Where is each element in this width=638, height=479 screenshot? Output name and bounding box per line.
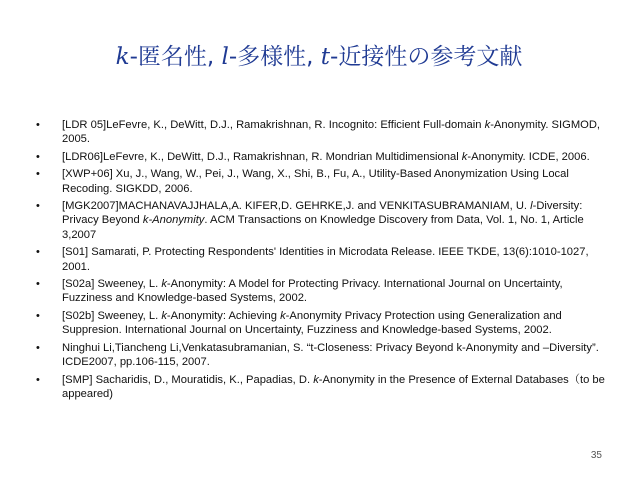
bullet-icon: •: [36, 278, 40, 291]
reference-text: [XWP+06] Xu, J., Wang, W., Pei, J., Wang, X., Shi, B., Fu, A., Utility-Based Anonymization Using Local Recoding. SIGKDD, 2006.: [62, 168, 569, 195]
reference-text: k: [161, 309, 167, 322]
bullet-icon: •: [36, 246, 40, 259]
reference-text: -Anonymity: Achieving: [166, 309, 281, 322]
title-segment: -多様性,: [228, 44, 321, 70]
reference-text: -Anonymity: A Model for Protecting Privacy. International Journal on Uncertainty, Fuzziness and Knowledge-based Systems, 2002.: [62, 278, 563, 305]
reference-text: [MGK2007]MACHANAVAJJHALA,A. KIFER,D. GEHRKE,J. and VENKITASUBRAMANIAM, U.: [62, 200, 531, 213]
reference-text: k: [313, 373, 319, 386]
title-segment: l: [221, 44, 229, 70]
reference-text: Ninghui Li,Tiancheng Li,Venkatasubramanian, S. “t-Closeness: Privacy Beyond k-Anonymity and –Diversity”. ICDE2007, pp.106-115, 2007.: [62, 341, 599, 369]
reference-text: [LDR06]LeFevre, K., DeWitt, D.J., Ramakrishnan, R. Mondrian Multidimensional: [62, 150, 462, 163]
reference-item: [36, 341, 606, 370]
reference-text: k: [484, 119, 491, 131]
reference-text: -Anonymity. ICDE, 2006.: [467, 150, 590, 163]
reference-item: [36, 167, 606, 196]
bullet-icon: •: [36, 309, 40, 322]
reference-text: k-Anonymity: [142, 214, 205, 227]
bullet-icon: •: [36, 119, 40, 131]
reference-text: -Anonymity in the Presence of External Databases（to be appeared): [62, 373, 605, 400]
reference-text: [SMP] Sacharidis, D., Mouratidis, K., Papadias, D.: [62, 373, 314, 386]
title-segment: -匿名性,: [129, 44, 222, 70]
title-segment: t: [320, 44, 331, 70]
reference-item: [36, 309, 606, 338]
reference-text: -Diversity: Privacy Beyond: [62, 200, 583, 227]
bullet-icon: •: [36, 341, 40, 354]
reference-text: [S01] Samarati, P. Protecting Respondents' Identities in Microdata Release. IEEE TKDE, 13(6):1010-1027, 2001.: [62, 246, 589, 273]
reference-text: [S02b] Sweeney, L.: [62, 309, 162, 322]
page-number: 35: [590, 450, 602, 461]
bullet-icon: •: [36, 150, 40, 163]
reference-item: [36, 373, 606, 402]
reference-text: l: [530, 200, 533, 213]
reference-text: -Anonymity. SIGMOD, 2005.: [62, 119, 601, 146]
reference-item: [36, 277, 606, 306]
title-segment: -近接性の参考文献: [330, 44, 523, 70]
reference-text: k: [280, 309, 286, 322]
bullet-icon: •: [36, 373, 40, 386]
reference-item: [36, 245, 606, 274]
reference-list: [36, 118, 606, 404]
reference-text: k: [461, 150, 468, 163]
reference-item: [36, 118, 606, 147]
bullet-icon: •: [36, 168, 40, 181]
reference-item: [36, 199, 606, 242]
reference-text: [LDR 05]LeFevre, K., DeWitt, D.J., Ramakrishnan, R. Incognito: Efficient Full-domain: [62, 119, 485, 131]
reference-text: . ACM Transactions on Knowledge Discovery from Data, Vol. 1, No. 1, Article 3,2007: [62, 214, 584, 241]
title-segment: k: [115, 44, 130, 70]
reference-text: k: [161, 278, 167, 291]
bullet-icon: •: [36, 200, 40, 213]
reference-text: [S02a] Sweeney, L.: [62, 278, 162, 291]
reference-item: [36, 150, 606, 164]
slide-title: [0, 38, 638, 71]
reference-text: -Anonymity Privacy Protection using Generalization and Suppresion. International Journal on Uncertainty, Fuzziness and Knowledge-based Systems, 2002.: [62, 309, 562, 337]
